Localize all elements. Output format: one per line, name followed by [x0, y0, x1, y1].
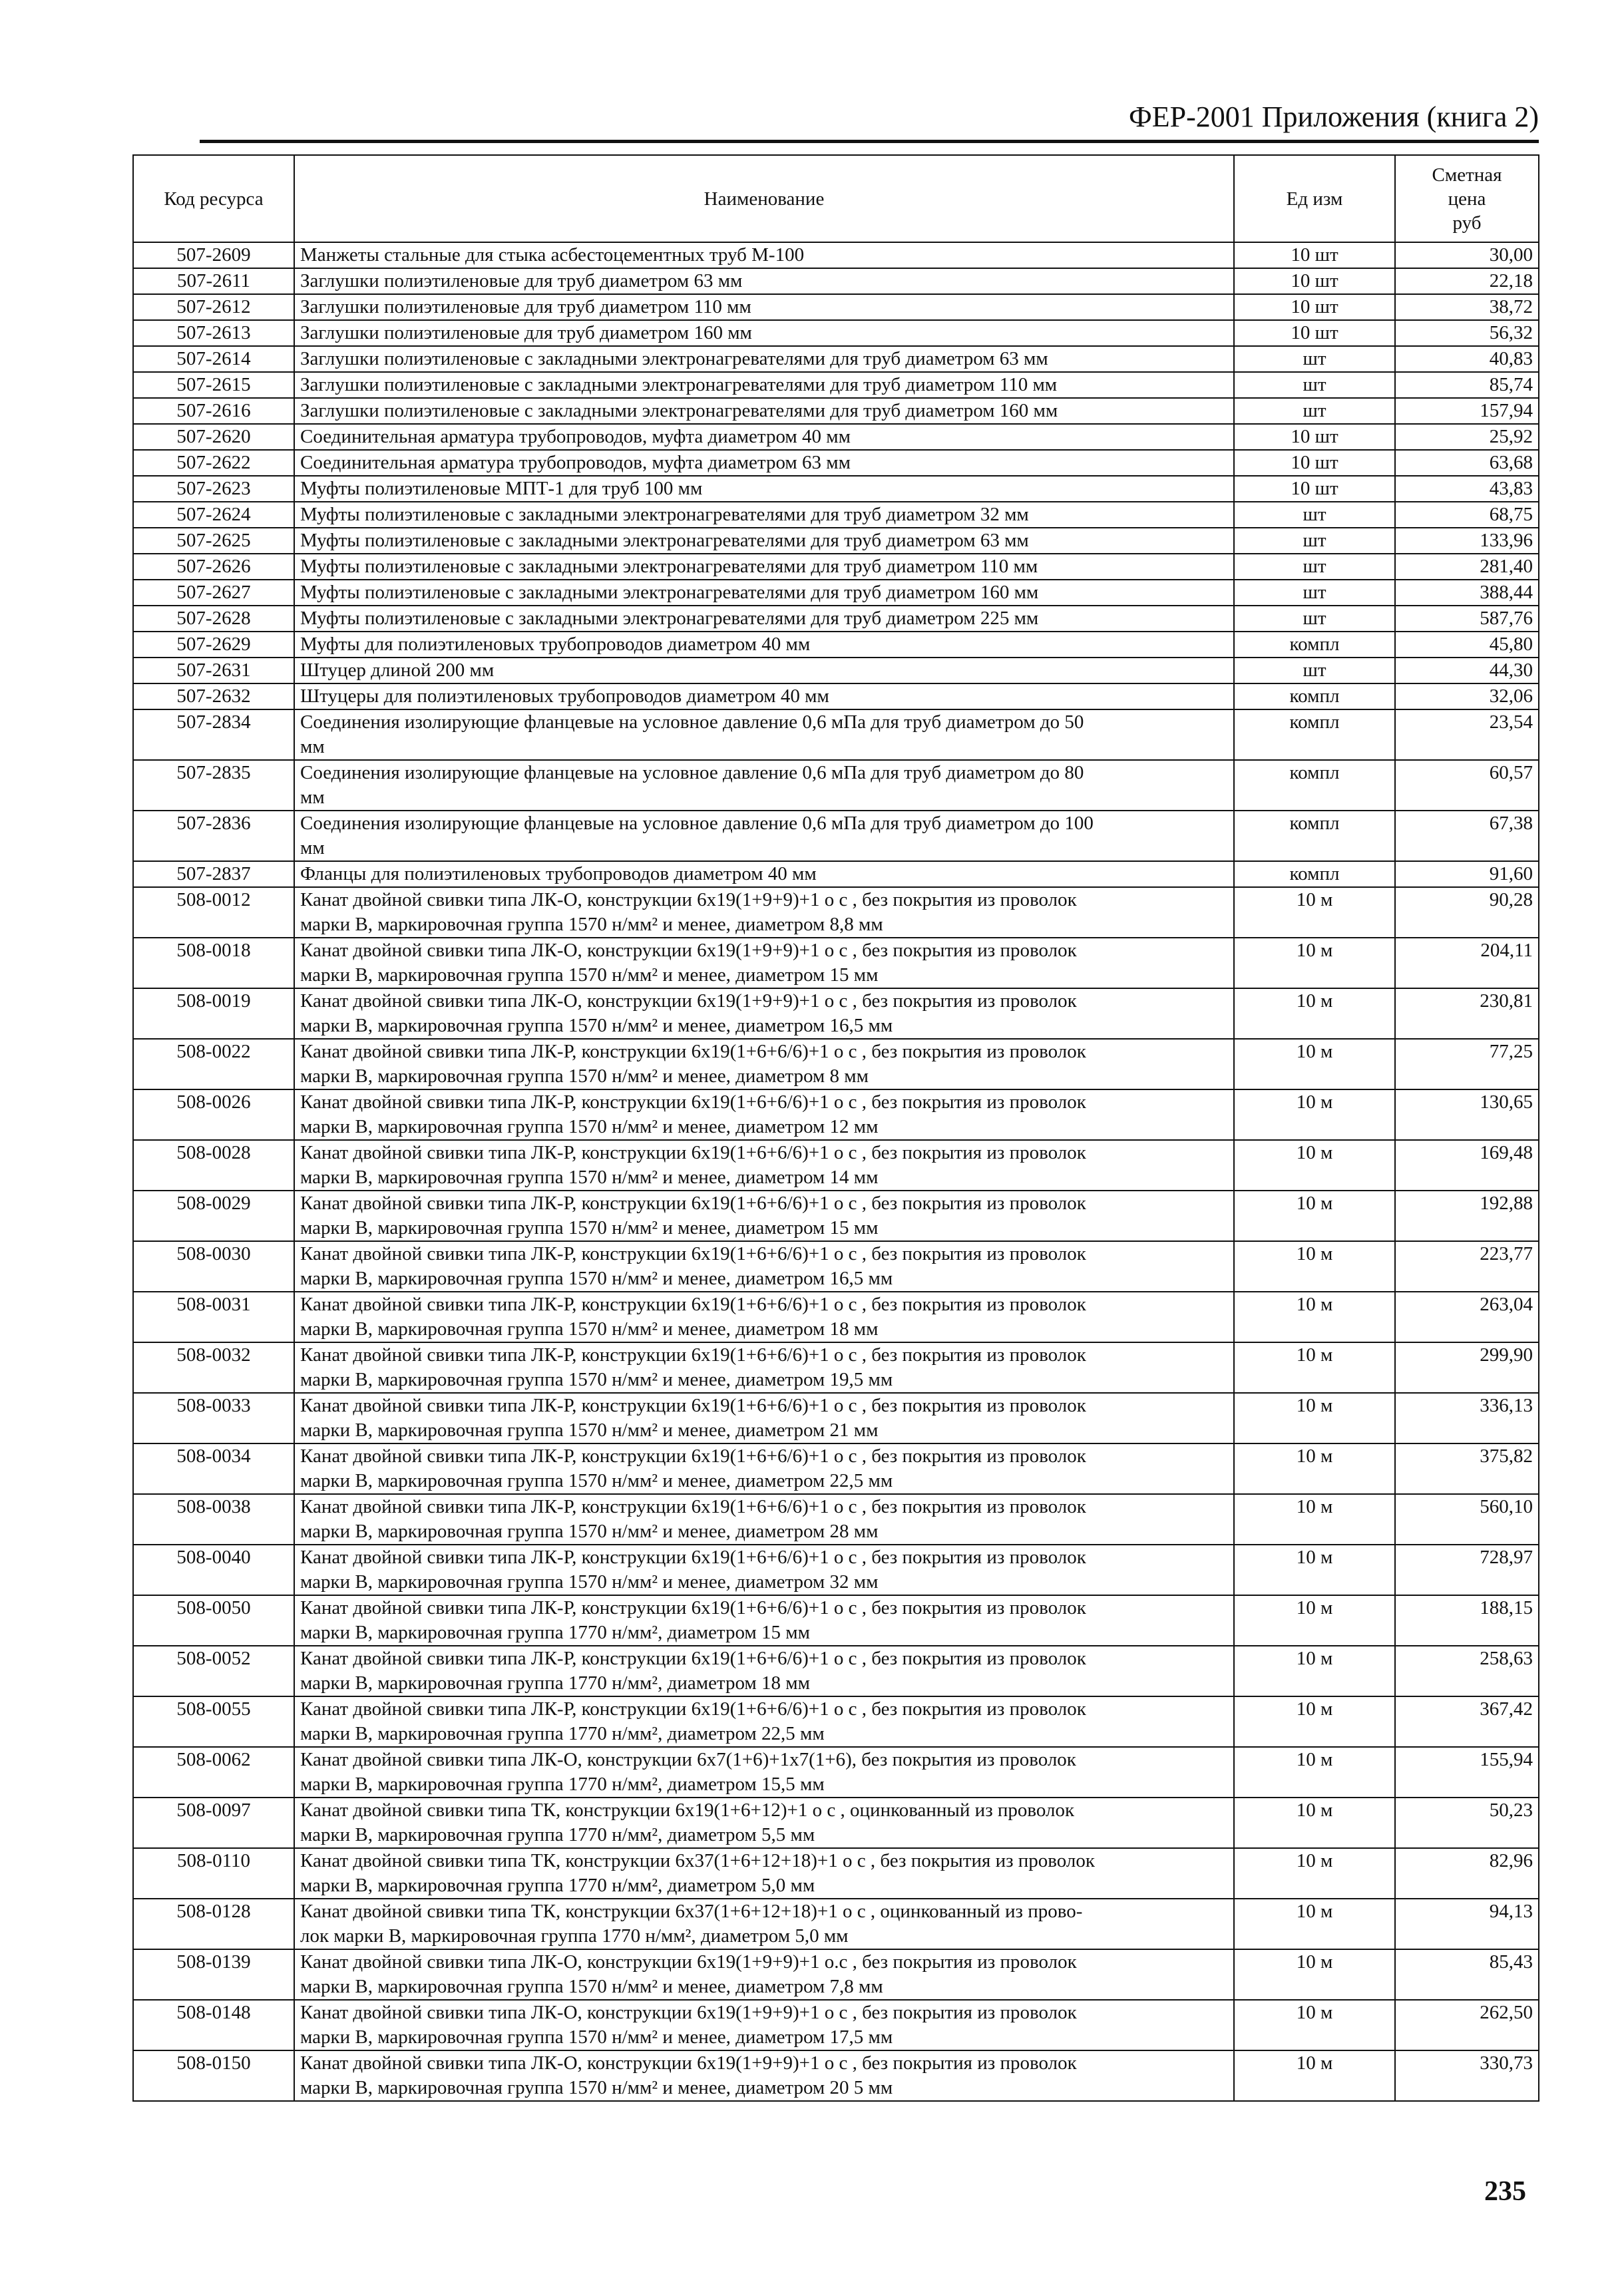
page-header-title: ФЕР-2001 Приложения (книга 2): [1129, 100, 1539, 133]
unit-cell: 10 м: [1234, 1545, 1395, 1595]
resource-name-cell: Заглушки полиэтиленовые для труб диаметром 110 мм: [294, 294, 1234, 320]
table-row: [133, 2050, 1539, 2101]
price-cell: 30,00: [1395, 242, 1539, 268]
table-row: [133, 2000, 1539, 2050]
unit-cell: 10 шт: [1234, 320, 1395, 346]
price-cell: 67,38: [1395, 811, 1539, 861]
resource-code-cell: 507-2613: [133, 320, 294, 346]
resource-name-cell: Канат двойной свивки типа ТК, конструкции 6х37(1+6+12+18)+1 о с , оцинкованный из прово- лок марки В, маркировочная группа 1770 н/мм², диаметром 5,0 мм: [294, 1899, 1234, 1949]
resource-code-cell: 508-0012: [133, 887, 294, 938]
table-row: [133, 1899, 1539, 1949]
table-row: [133, 1646, 1539, 1696]
resource-code-cell: 508-0038: [133, 1494, 294, 1545]
price-cell: 60,57: [1395, 760, 1539, 811]
table-row: [133, 938, 1539, 988]
table-row: [133, 988, 1539, 1039]
resource-code-cell: 508-0150: [133, 2050, 294, 2101]
price-cell: 330,73: [1395, 2050, 1539, 2101]
price-cell: 38,72: [1395, 294, 1539, 320]
resource-code-cell: 507-2620: [133, 424, 294, 450]
resource-code-cell: 508-0026: [133, 1089, 294, 1140]
table-row: [133, 580, 1539, 606]
price-cell: 77,25: [1395, 1039, 1539, 1089]
resource-code-cell: 507-2627: [133, 580, 294, 606]
unit-cell: 10 м: [1234, 1039, 1395, 1089]
table-row: [133, 528, 1539, 554]
price-cell: 262,50: [1395, 2000, 1539, 2050]
price-cell: 44,30: [1395, 658, 1539, 683]
table-row: [133, 1241, 1539, 1292]
resource-code-cell: 508-0022: [133, 1039, 294, 1089]
resource-name-cell: Муфты полиэтиленовые с закладными электронагревателями для труб диаметром 32 мм: [294, 502, 1234, 528]
table-row: [133, 320, 1539, 346]
resource-code-cell: 507-2622: [133, 450, 294, 476]
table-row: [133, 1595, 1539, 1646]
table-row: [133, 398, 1539, 424]
page-number: 235: [1484, 2176, 1526, 2207]
unit-cell: 10 м: [1234, 2000, 1395, 2050]
resource-name-cell: Муфты полиэтиленовые с закладными электронагревателями для труб диаметром 110 мм: [294, 554, 1234, 580]
resource-name-cell: Канат двойной свивки типа ЛК-Р, конструкции 6х19(1+6+6/6)+1 о с , без покрытия из проволок марки В, маркировочная группа 1770 н/мм², диаметром 18 мм: [294, 1646, 1234, 1696]
resource-code-cell: 508-0019: [133, 988, 294, 1039]
unit-cell: 10 м: [1234, 1140, 1395, 1191]
unit-cell: 10 м: [1234, 1899, 1395, 1949]
unit-cell: 10 шт: [1234, 268, 1395, 294]
unit-cell: 10 м: [1234, 2050, 1395, 2101]
price-cell: 40,83: [1395, 346, 1539, 372]
table-row: [133, 242, 1539, 268]
column-header-unit: Ед изм: [1234, 155, 1395, 242]
price-cell: 157,94: [1395, 398, 1539, 424]
resource-name-cell: Канат двойной свивки типа ЛК-Р, конструкции 6х19(1+6+6/6)+1 о с , без покрытия из проволок марки В, маркировочная группа 1570 н/мм² и менее, диаметром 12 мм: [294, 1089, 1234, 1140]
resource-code-cell: 508-0034: [133, 1443, 294, 1494]
resource-name-cell: Канат двойной свивки типа ЛК-Р, конструкции 6х19(1+6+6/6)+1 о с , без покрытия из проволок марки В, маркировочная группа 1570 н/мм² и менее, диаметром 8 мм: [294, 1039, 1234, 1089]
unit-cell: 10 м: [1234, 1292, 1395, 1342]
resource-name-cell: Заглушки полиэтиленовые с закладными электронагревателями для труб диаметром 160 мм: [294, 398, 1234, 424]
resource-code-cell: 508-0028: [133, 1140, 294, 1191]
unit-cell: 10 м: [1234, 988, 1395, 1039]
price-cell: 728,97: [1395, 1545, 1539, 1595]
unit-cell: шт: [1234, 554, 1395, 580]
price-cell: 90,28: [1395, 887, 1539, 938]
resource-code-cell: 507-2615: [133, 372, 294, 398]
column-header-name: Наименование: [294, 155, 1234, 242]
table-row: [133, 887, 1539, 938]
resource-code-cell: 507-2614: [133, 346, 294, 372]
resource-code-cell: 508-0033: [133, 1393, 294, 1443]
table-row: [133, 683, 1539, 709]
resource-code-cell: 508-0128: [133, 1899, 294, 1949]
table-row: [133, 1848, 1539, 1899]
price-cell: 82,96: [1395, 1848, 1539, 1899]
resource-code-cell: 507-2629: [133, 632, 294, 658]
unit-cell: 10 м: [1234, 1646, 1395, 1696]
resource-code-cell: 507-2626: [133, 554, 294, 580]
price-cell: 204,11: [1395, 938, 1539, 988]
table-row: [133, 861, 1539, 887]
unit-cell: 10 м: [1234, 1191, 1395, 1241]
resource-code-cell: 508-0032: [133, 1342, 294, 1393]
price-cell: 230,81: [1395, 988, 1539, 1039]
unit-cell: 10 м: [1234, 1747, 1395, 1798]
resource-name-cell: Штуцер длиной 200 мм: [294, 658, 1234, 683]
resource-name-cell: Заглушки полиэтиленовые для труб диаметром 160 мм: [294, 320, 1234, 346]
resource-name-cell: Муфты полиэтиленовые МПТ-1 для труб 100 мм: [294, 476, 1234, 502]
unit-cell: шт: [1234, 528, 1395, 554]
resource-code-cell: 508-0040: [133, 1545, 294, 1595]
unit-cell: 10 шт: [1234, 450, 1395, 476]
unit-cell: 10 м: [1234, 1342, 1395, 1393]
unit-cell: шт: [1234, 398, 1395, 424]
resource-code-cell: 507-2628: [133, 606, 294, 632]
table-row: [133, 424, 1539, 450]
table-row: [133, 1545, 1539, 1595]
resource-name-cell: Соединительная арматура трубопроводов, муфта диаметром 40 мм: [294, 424, 1234, 450]
table-row: [133, 294, 1539, 320]
price-cell: 281,40: [1395, 554, 1539, 580]
resource-name-cell: Муфты для полиэтиленовых трубопроводов диаметром 40 мм: [294, 632, 1234, 658]
resource-name-cell: Канат двойной свивки типа ЛК-Р, конструкции 6х19(1+6+6/6)+1 о с , без покрытия из проволок марки В, маркировочная группа 1570 н/мм² и менее, диаметром 21 мм: [294, 1393, 1234, 1443]
table-row: [133, 554, 1539, 580]
price-cell: 155,94: [1395, 1747, 1539, 1798]
unit-cell: шт: [1234, 346, 1395, 372]
column-header-price: Сметная цена руб: [1395, 155, 1539, 242]
unit-cell: 10 м: [1234, 1595, 1395, 1646]
table-row: [133, 811, 1539, 861]
resource-name-cell: Заглушки полиэтиленовые для труб диаметром 63 мм: [294, 268, 1234, 294]
price-cell: 188,15: [1395, 1595, 1539, 1646]
resource-name-cell: Соединения изолирующие фланцевые на условное давление 0,6 мПа для труб диаметром до 100 мм: [294, 811, 1234, 861]
table-row: [133, 1039, 1539, 1089]
table-row: [133, 476, 1539, 502]
resource-name-cell: Канат двойной свивки типа ЛК-Р, конструкции 6х19(1+6+6/6)+1 о с , без покрытия из проволок марки В, маркировочная группа 1570 н/мм² и менее, диаметром 32 мм: [294, 1545, 1234, 1595]
resource-code-cell: 507-2632: [133, 683, 294, 709]
price-cell: 299,90: [1395, 1342, 1539, 1393]
unit-cell: 10 шт: [1234, 424, 1395, 450]
resource-code-cell: 508-0062: [133, 1747, 294, 1798]
resource-name-cell: Канат двойной свивки типа ЛК-О, конструкции 6х19(1+9+9)+1 о с , без покрытия из проволок марки В, маркировочная группа 1570 н/мм² и менее, диаметром 16,5 мм: [294, 988, 1234, 1039]
resource-name-cell: Фланцы для полиэтиленовых трубопроводов диаметром 40 мм: [294, 861, 1234, 887]
table-row: [133, 1747, 1539, 1798]
unit-cell: 10 м: [1234, 1848, 1395, 1899]
resource-code-cell: 507-2611: [133, 268, 294, 294]
table-row: [133, 1342, 1539, 1393]
resource-code-cell: 508-0110: [133, 1848, 294, 1899]
price-cell: 32,06: [1395, 683, 1539, 709]
unit-cell: шт: [1234, 580, 1395, 606]
unit-cell: 10 м: [1234, 1798, 1395, 1848]
unit-cell: 10 м: [1234, 1696, 1395, 1747]
resource-name-cell: Канат двойной свивки типа ЛК-Р, конструкции 6х19(1+6+6/6)+1 о с , без покрытия из проволок марки В, маркировочная группа 1570 н/мм² и менее, диаметром 15 мм: [294, 1191, 1234, 1241]
resource-name-cell: Соединительная арматура трубопроводов, муфта диаметром 63 мм: [294, 450, 1234, 476]
table-row: [133, 450, 1539, 476]
unit-cell: 10 шт: [1234, 294, 1395, 320]
price-cell: 192,88: [1395, 1191, 1539, 1241]
table-row: [133, 1949, 1539, 2000]
table-row: [133, 658, 1539, 683]
resource-code-cell: 507-2612: [133, 294, 294, 320]
price-cell: 367,42: [1395, 1696, 1539, 1747]
table-row: [133, 760, 1539, 811]
unit-cell: компл: [1234, 709, 1395, 760]
price-cell: 22,18: [1395, 268, 1539, 294]
resource-name-cell: Канат двойной свивки типа ТК, конструкции 6х37(1+6+12+18)+1 о с , без покрытия из проволок марки В, маркировочная группа 1770 н/мм², диаметром 5,0 мм: [294, 1848, 1234, 1899]
resource-name-cell: Канат двойной свивки типа ЛК-Р, конструкции 6х19(1+6+6/6)+1 о с , без покрытия из проволок марки В, маркировочная группа 1570 н/мм² и менее, диаметром 19,5 мм: [294, 1342, 1234, 1393]
unit-cell: 10 м: [1234, 1241, 1395, 1292]
price-cell: 63,68: [1395, 450, 1539, 476]
resource-code-cell: 508-0050: [133, 1595, 294, 1646]
table-row: [133, 268, 1539, 294]
price-cell: 336,13: [1395, 1393, 1539, 1443]
unit-cell: компл: [1234, 632, 1395, 658]
price-cell: 94,13: [1395, 1899, 1539, 1949]
resource-name-cell: Канат двойной свивки типа ЛК-Р, конструкции 6х19(1+6+6/6)+1 о с , без покрытия из проволок марки В, маркировочная группа 1570 н/мм² и менее, диаметром 28 мм: [294, 1494, 1234, 1545]
resource-code-cell: 507-2835: [133, 760, 294, 811]
price-cell: 388,44: [1395, 580, 1539, 606]
price-cell: 23,54: [1395, 709, 1539, 760]
price-cell: 45,80: [1395, 632, 1539, 658]
price-cell: 587,76: [1395, 606, 1539, 632]
resource-name-cell: Муфты полиэтиленовые с закладными электронагревателями для труб диаметром 160 мм: [294, 580, 1234, 606]
table-row: [133, 1089, 1539, 1140]
resource-name-cell: Канат двойной свивки типа ЛК-О, конструкции 6х19(1+9+9)+1 о с , без покрытия из проволок марки В, маркировочная группа 1570 н/мм² и менее, диаметром 20 5 мм: [294, 2050, 1234, 2101]
resource-name-cell: Канат двойной свивки типа ЛК-О, конструкции 6х7(1+6)+1х7(1+6), без покрытия из проволок марки В, маркировочная группа 1770 н/мм², диаметром 15,5 мм: [294, 1747, 1234, 1798]
page-header: [200, 97, 1539, 150]
price-cell: 560,10: [1395, 1494, 1539, 1545]
table-body: [133, 242, 1539, 2101]
resource-name-cell: Штуцеры для полиэтиленовых трубопроводов диаметром 40 мм: [294, 683, 1234, 709]
resource-code-cell: 507-2624: [133, 502, 294, 528]
table-row: [133, 1494, 1539, 1545]
unit-cell: 10 м: [1234, 1089, 1395, 1140]
table-row: [133, 1191, 1539, 1241]
resource-name-cell: Канат двойной свивки типа ЛК-Р, конструкции 6х19(1+6+6/6)+1 о с , без покрытия из проволок марки В, маркировочная группа 1770 н/мм², диаметром 15 мм: [294, 1595, 1234, 1646]
table-row: [133, 1696, 1539, 1747]
resource-name-cell: Канат двойной свивки типа ЛК-О, конструкции 6х19(1+9+9)+1 о с , без покрытия из проволок марки В, маркировочная группа 1570 н/мм² и менее, диаметром 15 мм: [294, 938, 1234, 988]
price-cell: 169,48: [1395, 1140, 1539, 1191]
unit-cell: 10 м: [1234, 1949, 1395, 2000]
price-cell: 56,32: [1395, 320, 1539, 346]
price-cell: 258,63: [1395, 1646, 1539, 1696]
unit-cell: компл: [1234, 861, 1395, 887]
resource-code-cell: 507-2616: [133, 398, 294, 424]
resource-name-cell: Канат двойной свивки типа ЛК-Р, конструкции 6х19(1+6+6/6)+1 о с , без покрытия из проволок марки В, маркировочная группа 1570 н/мм² и менее, диаметром 16,5 мм: [294, 1241, 1234, 1292]
unit-cell: шт: [1234, 658, 1395, 683]
price-cell: 68,75: [1395, 502, 1539, 528]
resource-name-cell: Заглушки полиэтиленовые с закладными электронагревателями для труб диаметром 110 мм: [294, 372, 1234, 398]
price-cell: 25,92: [1395, 424, 1539, 450]
unit-cell: компл: [1234, 760, 1395, 811]
column-header-code: Код ресурса: [133, 155, 294, 242]
resource-name-cell: Муфты полиэтиленовые с закладными электронагревателями для труб диаметром 225 мм: [294, 606, 1234, 632]
price-cell: 85,43: [1395, 1949, 1539, 2000]
unit-cell: шт: [1234, 372, 1395, 398]
resource-name-cell: Канат двойной свивки типа ЛК-Р, конструкции 6х19(1+6+6/6)+1 о с , без покрытия из проволок марки В, маркировочная группа 1570 н/мм² и менее, диаметром 22,5 мм: [294, 1443, 1234, 1494]
resource-code-cell: 507-2609: [133, 242, 294, 268]
unit-cell: 10 м: [1234, 1443, 1395, 1494]
resource-code-cell: 508-0018: [133, 938, 294, 988]
table-row: [133, 1140, 1539, 1191]
resource-name-cell: Канат двойной свивки типа ЛК-Р, конструкции 6х19(1+6+6/6)+1 о с , без покрытия из проволок марки В, маркировочная группа 1770 н/мм², диаметром 22,5 мм: [294, 1696, 1234, 1747]
resource-code-cell: 507-2623: [133, 476, 294, 502]
resource-name-cell: Канат двойной свивки типа ЛК-О, конструкции 6х19(1+9+9)+1 о с , без покрытия из проволок марки В, маркировочная группа 1570 н/мм² и менее, диаметром 8,8 мм: [294, 887, 1234, 938]
unit-cell: 10 шт: [1234, 476, 1395, 502]
unit-cell: шт: [1234, 502, 1395, 528]
unit-cell: 10 м: [1234, 1494, 1395, 1545]
unit-cell: компл: [1234, 811, 1395, 861]
table-row: [133, 606, 1539, 632]
resource-code-cell: 508-0031: [133, 1292, 294, 1342]
price-cell: 43,83: [1395, 476, 1539, 502]
resource-name-cell: Соединения изолирующие фланцевые на условное давление 0,6 мПа для труб диаметром до 80 мм: [294, 760, 1234, 811]
unit-cell: 10 м: [1234, 938, 1395, 988]
table-row: [133, 632, 1539, 658]
table-row: [133, 709, 1539, 760]
resource-name-cell: Канат двойной свивки типа ЛК-Р, конструкции 6х19(1+6+6/6)+1 о с , без покрытия из проволок марки В, маркировочная группа 1570 н/мм² и менее, диаметром 18 мм: [294, 1292, 1234, 1342]
resource-code-cell: 507-2834: [133, 709, 294, 760]
price-cell: 85,74: [1395, 372, 1539, 398]
price-cell: 375,82: [1395, 1443, 1539, 1494]
resource-price-table: [132, 154, 1539, 2102]
unit-cell: компл: [1234, 683, 1395, 709]
resource-code-cell: 508-0055: [133, 1696, 294, 1747]
resource-name-cell: Заглушки полиэтиленовые с закладными электронагревателями для труб диаметром 63 мм: [294, 346, 1234, 372]
resource-code-cell: 508-0139: [133, 1949, 294, 2000]
price-cell: 133,96: [1395, 528, 1539, 554]
table-row: [133, 346, 1539, 372]
table-row: [133, 372, 1539, 398]
resource-name-cell: Канат двойной свивки типа ЛК-О, конструкции 6х19(1+9+9)+1 о с , без покрытия из проволок марки В, маркировочная группа 1570 н/мм² и менее, диаметром 17,5 мм: [294, 2000, 1234, 2050]
price-cell: 263,04: [1395, 1292, 1539, 1342]
unit-cell: 10 шт: [1234, 242, 1395, 268]
table-row: [133, 1393, 1539, 1443]
header-rule: [200, 140, 1539, 143]
resource-code-cell: 507-2625: [133, 528, 294, 554]
resource-code-cell: 508-0029: [133, 1191, 294, 1241]
resource-code-cell: 507-2836: [133, 811, 294, 861]
unit-cell: 10 м: [1234, 887, 1395, 938]
resource-code-cell: 508-0148: [133, 2000, 294, 2050]
price-cell: 223,77: [1395, 1241, 1539, 1292]
resource-name-cell: Канат двойной свивки типа ЛК-О, конструкции 6х19(1+9+9)+1 о.с , без покрытия из проволок марки В, маркировочная группа 1570 н/мм² и менее, диаметром 7,8 мм: [294, 1949, 1234, 2000]
resource-code-cell: 508-0052: [133, 1646, 294, 1696]
resource-code-cell: 508-0097: [133, 1798, 294, 1848]
unit-cell: шт: [1234, 606, 1395, 632]
table-row: [133, 1798, 1539, 1848]
resource-code-cell: 507-2631: [133, 658, 294, 683]
price-cell: 91,60: [1395, 861, 1539, 887]
resource-name-cell: Манжеты стальные для стыка асбестоцементных труб М-100: [294, 242, 1234, 268]
resource-name-cell: Канат двойной свивки типа ЛК-Р, конструкции 6х19(1+6+6/6)+1 о с , без покрытия из проволок марки В, маркировочная группа 1570 н/мм² и менее, диаметром 14 мм: [294, 1140, 1234, 1191]
resource-name-cell: Соединения изолирующие фланцевые на условное давление 0,6 мПа для труб диаметром до 50 мм: [294, 709, 1234, 760]
table-header-row: [133, 155, 1539, 242]
resource-code-cell: 507-2837: [133, 861, 294, 887]
table-row: [133, 1443, 1539, 1494]
price-cell: 50,23: [1395, 1798, 1539, 1848]
table-row: [133, 1292, 1539, 1342]
price-cell: 130,65: [1395, 1089, 1539, 1140]
resource-name-cell: Муфты полиэтиленовые с закладными электронагревателями для труб диаметром 63 мм: [294, 528, 1234, 554]
table-row: [133, 502, 1539, 528]
resource-code-cell: 508-0030: [133, 1241, 294, 1292]
resource-name-cell: Канат двойной свивки типа ТК, конструкции 6х19(1+6+12)+1 о с , оцинкованный из проволок марки В, маркировочная группа 1770 н/мм², диаметром 5,5 мм: [294, 1798, 1234, 1848]
unit-cell: 10 м: [1234, 1393, 1395, 1443]
